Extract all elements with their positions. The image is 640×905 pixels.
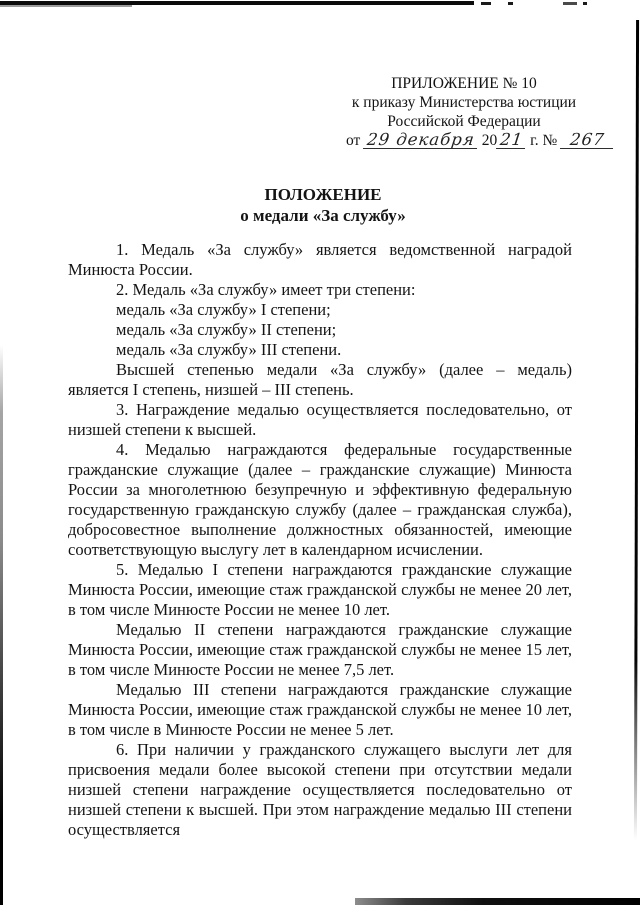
handwritten-order-number: 267 — [560, 132, 615, 149]
paragraph: 6. При наличии у гражданского служащего выслуги лет для присвоения медали более высокой степени при отсутствии медали низшей степени награждение осуществляется последовательно от низшей степени к высшей. При этом награждение медалью III степени осуществляется — [68, 740, 572, 839]
title-subtitle: о медали «За службу» — [240, 206, 406, 225]
paragraph: 1. Медаль «За службу» является ведомственной наградой Минюста России. — [68, 240, 572, 279]
scan-dash — [508, 2, 513, 5]
scan-dash — [563, 2, 577, 5]
scan-dash — [481, 2, 491, 5]
title-main: ПОЛОЖЕНИЕ — [264, 185, 382, 204]
handwritten-year: 21 — [496, 132, 527, 149]
paragraph: Высшей степенью медали «За службу» (далее – медаль) является I степень, низшей – III степень. — [68, 360, 572, 399]
paragraph: Медалью III степени награждаются гражданские служащие Минюста России, имеющие стаж гражданской службы не менее 10 лет, в том числе в Минюсте России не менее 5 лет. — [68, 680, 572, 739]
number-sign-label: г. № — [530, 132, 558, 150]
scan-edge-left — [0, 345, 3, 905]
document-title — [71, 184, 575, 226]
scan-edge-right — [634, 20, 639, 840]
paragraph: 5. Медалью I степени награждаются гражданские служащие Минюста России, имеющие стаж гражданской службы не менее 20 лет, в том числе Минюсте России не менее 10 лет. — [68, 560, 572, 619]
paragraph: 2. Медаль «За службу» имеет три степени: — [116, 280, 416, 299]
order-reference-line: к приказу Министерства юстиции — [351, 93, 577, 111]
date-prefix: от — [346, 132, 361, 150]
federation-line: Российской Федерации — [387, 112, 541, 130]
paragraph: медаль «За службу» III степени. — [116, 340, 342, 359]
paragraph: медаль «За службу» II степени; — [116, 320, 337, 339]
paragraph: 4. Медалью награждаются федеральные государственные гражданские служащие (далее – гражданские служащие) Минюста России за многолетнюю безупречную и эффективную федеральную государственную гражданскую службу (далее – гражданская служба), добросовестное выполнение должностных обязанностей, имеющие соответствующую выслугу лет в календарном исчислении. — [68, 440, 572, 559]
scan-edge-top-gray — [0, 5, 132, 7]
appendix-number-line: ПРИЛОЖЕНИЕ № 10 — [391, 75, 537, 92]
scan-edge-bottom — [355, 898, 640, 905]
handwritten-date: 29 декабря — [363, 132, 479, 149]
paragraph: медаль «За службу» I степени; — [116, 300, 331, 319]
paragraph: 3. Награждение медалью осуществляется последовательно, от низшей степени к высшей. — [68, 400, 572, 439]
document-body — [68, 240, 572, 840]
order-date-line — [346, 130, 606, 151]
appendix-header — [346, 75, 606, 151]
scan-dash — [583, 2, 587, 5]
year-printed: 20 — [481, 132, 498, 150]
paragraph: Медалью II степени награждаются гражданские служащие Минюста России, имеющие стаж гражданской службы не менее 15 лет, в том числе Минюсте России не менее 7,5 лет. — [68, 620, 572, 679]
